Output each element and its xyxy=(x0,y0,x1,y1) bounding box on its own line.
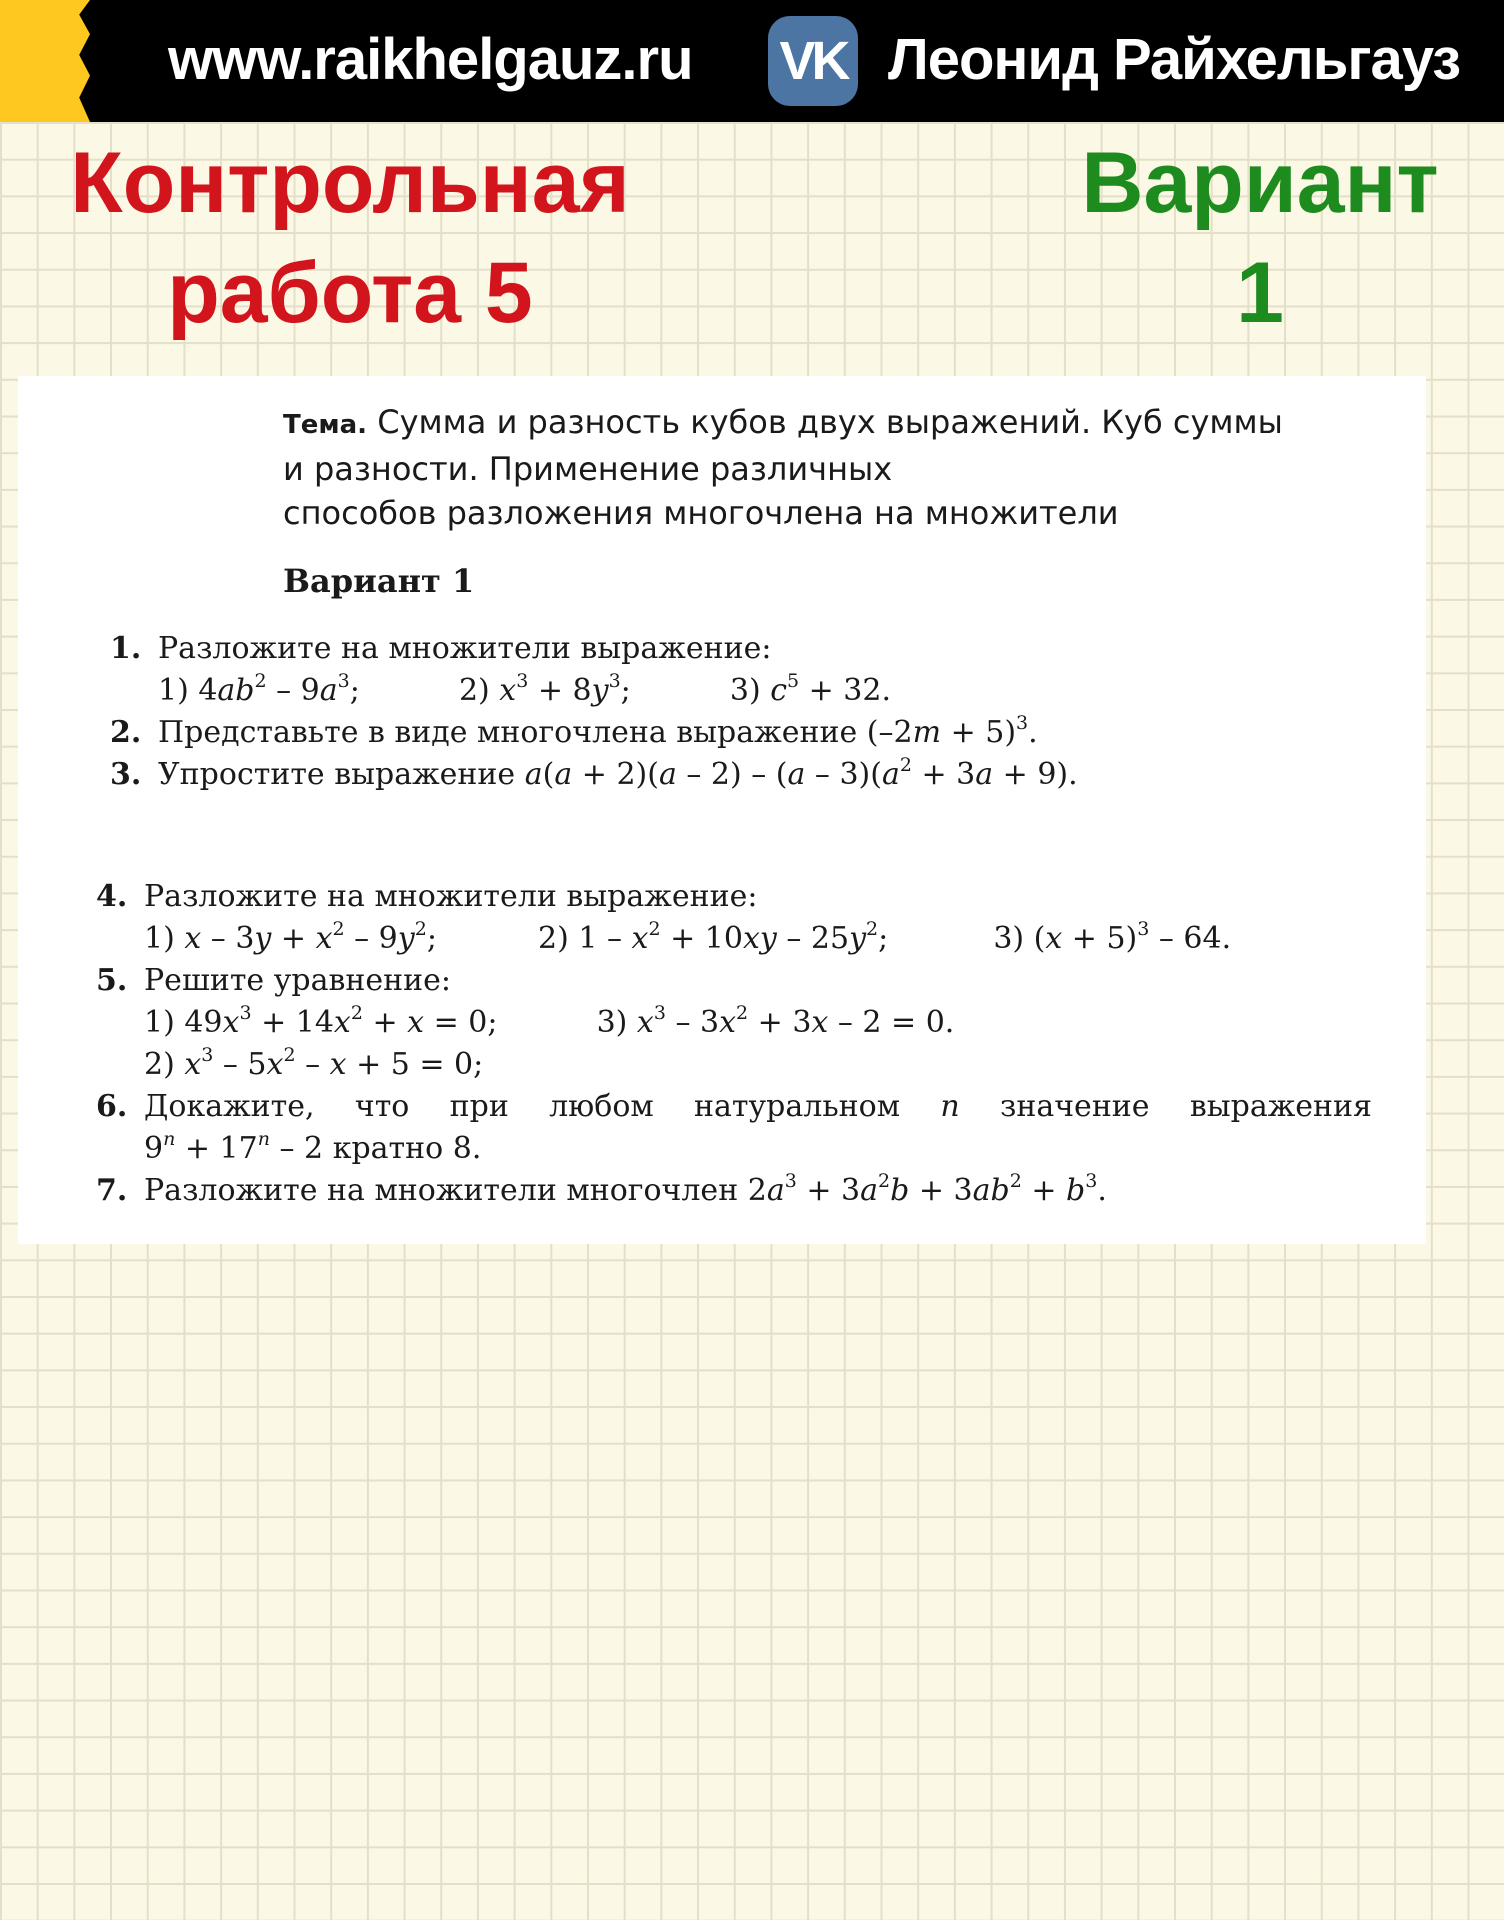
task-4-item-1: 1) $x - 3y + x^2 - 9y^2$; xyxy=(144,918,437,956)
task-number: 3. xyxy=(110,757,142,792)
test-title-line2: работа 5 xyxy=(167,245,533,341)
task-text: Решите уравнение: xyxy=(144,963,451,998)
test-title xyxy=(40,128,660,348)
task-4-item-2: 2) $1 - x^2 + 10xy - 25y^2$; xyxy=(538,918,889,956)
task-6 xyxy=(96,1086,1372,1128)
author-name: Леонид Райхельгауз xyxy=(888,27,1461,92)
task-number: 4. xyxy=(96,879,128,914)
topic-line1: Сумма и разность кубов двух выражений. Куб суммы xyxy=(367,403,1283,441)
task-number: 5. xyxy=(96,963,128,998)
task-6-variable: n xyxy=(940,1089,960,1124)
task-1-item-1: 1) $4ab^2 - 9a^3$; xyxy=(158,670,360,708)
task-text: Разложите на множители выражение: xyxy=(144,879,758,914)
task-1-items xyxy=(158,670,891,712)
task-4-item-3: 3) $(x + 5)^3 - 64$. xyxy=(993,918,1232,956)
task-text: Разложите на множители многочлен xyxy=(144,1173,739,1208)
task-7-expression: $2a^3 + 3a^2b + 3ab^2 + b^3$. xyxy=(747,1170,1107,1208)
topic xyxy=(283,400,1413,535)
task-1-item-3: 3) $c^5 + 32$. xyxy=(729,670,892,708)
task-text: Разложите на множители выражение: xyxy=(158,631,772,666)
task-4-items xyxy=(144,918,1231,960)
task-6-expression: $9^n + 17^n - 2$ xyxy=(144,1128,324,1166)
task-number: 1. xyxy=(110,631,142,666)
task-7 xyxy=(96,1170,1107,1212)
task-6-line2 xyxy=(144,1128,481,1170)
task-2-expression: $(-2m + 5)^3$. xyxy=(866,712,1038,750)
task-text: Представьте в виде многочлена выражение xyxy=(158,715,858,750)
task-number: 2. xyxy=(110,715,142,750)
task-4 xyxy=(96,876,757,918)
task-6-text-rest: значение выражения xyxy=(999,1089,1372,1124)
test-title-line1: Контрольная xyxy=(70,135,630,231)
topic-label: Тема. xyxy=(283,410,368,440)
worksheet xyxy=(18,376,1426,1244)
task-5-items-row2 xyxy=(144,1044,483,1086)
task-3 xyxy=(110,754,1078,796)
task-3-expression: $a(a + 2)(a - 2) - (a - 3)(a^2 + 3a + 9)$. xyxy=(524,754,1078,792)
task-1 xyxy=(110,628,771,670)
yellow-flag-decoration xyxy=(0,0,90,122)
task-text: Докажите, что при любом натуральном xyxy=(144,1089,901,1124)
task-1-item-2: 2) $x^3 + 8y^3$; xyxy=(458,670,631,708)
site-url[interactable]: www.raikhelgauz.ru xyxy=(168,27,693,92)
variant-label: Вариант 1 xyxy=(283,562,475,600)
task-6-tail: кратно 8. xyxy=(332,1131,482,1166)
top-banner xyxy=(0,0,1504,122)
task-5-item-2: 2) $x^3 - 5x^2 - x + 5 = 0$; xyxy=(144,1044,484,1082)
vk-logo-icon[interactable]: VK xyxy=(768,16,858,106)
variant-title-line2: 1 xyxy=(1236,245,1284,341)
task-5-items-row1 xyxy=(144,1002,954,1044)
task-number: 7. xyxy=(96,1173,128,1208)
task-text: Упростите выражение xyxy=(158,757,516,792)
topic-line3: способов разложения многочлена на множители xyxy=(283,494,1119,532)
topic-line2: и разности. Применение различных xyxy=(283,450,893,488)
variant-title xyxy=(1040,128,1480,348)
task-5-item-3: 3) $x^3 - 3x^2 + 3x - 2 = 0$. xyxy=(596,1002,955,1040)
task-5 xyxy=(96,960,451,1002)
task-number: 6. xyxy=(96,1089,128,1124)
variant-title-line1: Вариант xyxy=(1081,135,1439,231)
task-5-item-1: 1) $49x^3 + 14x^2 + x = 0$; xyxy=(144,1002,498,1040)
task-2 xyxy=(110,712,1038,754)
